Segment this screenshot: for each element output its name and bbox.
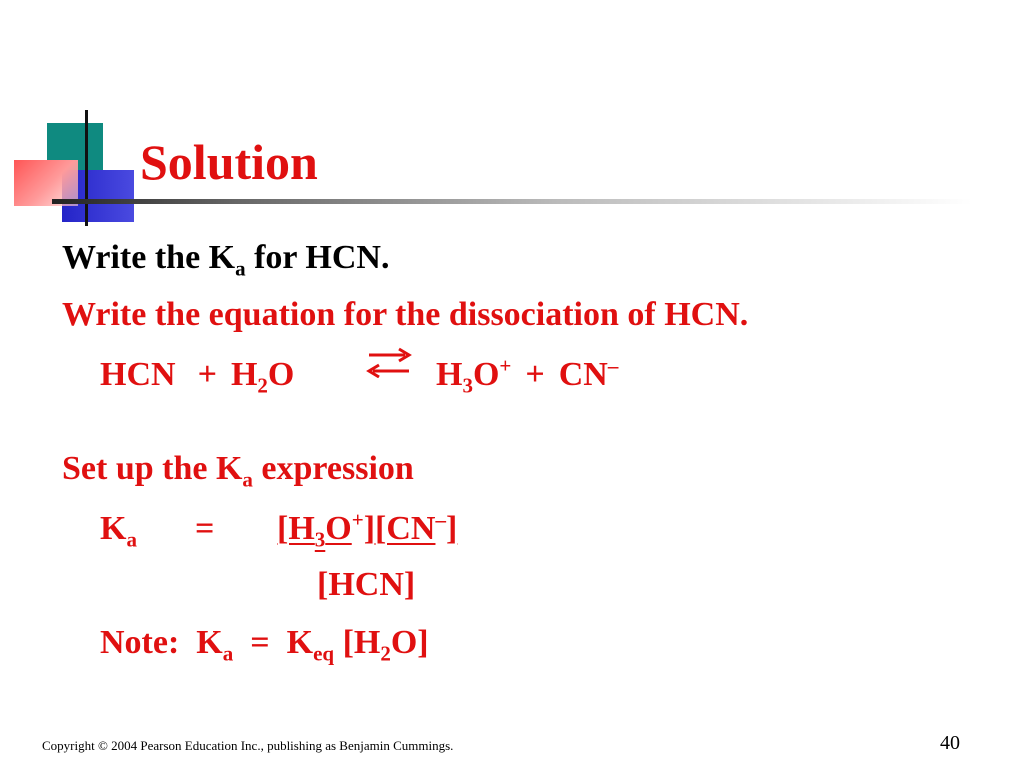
note-equals-keq: = K <box>233 624 314 661</box>
ka-subscript: a <box>235 256 246 281</box>
slide-title: Solution <box>140 134 318 190</box>
ka-subscript-2: a <box>242 467 253 492</box>
ka-equals: = <box>195 510 215 547</box>
h3o-tail: O <box>472 356 500 393</box>
numerator-subscript: 3 <box>314 527 326 552</box>
h3o-subscript: 3 <box>462 373 473 398</box>
page-number: 40 <box>940 732 960 754</box>
dissociation-equation-left <box>100 355 295 398</box>
h2o-formula: H <box>230 356 258 393</box>
numerator-charge-2: – <box>435 507 446 532</box>
note-line <box>100 623 429 666</box>
numerator-cn: ][CN <box>363 510 436 547</box>
h2o-subscript: 2 <box>257 373 268 398</box>
equilibrium-arrows-icon <box>365 346 413 378</box>
note-eq-subscript: eq <box>313 641 335 666</box>
plus-sign: + <box>197 356 217 393</box>
note-ka-subscript: a <box>222 641 234 666</box>
step-setup-ka-text: Set up the K <box>62 450 243 487</box>
step-write-ka-suffix: for HCN. <box>245 239 390 276</box>
h3o-formula: H <box>436 356 463 393</box>
note-h: [H <box>334 624 381 661</box>
step-setup-ka <box>62 449 414 492</box>
decor-vertical-line <box>85 110 88 226</box>
ka-expr-subscript: a <box>126 527 137 552</box>
dissociation-equation-right <box>436 353 619 398</box>
step-write-ka-text: Write the K <box>62 239 236 276</box>
note-label: Note: K <box>100 624 223 661</box>
note-o-close: O] <box>390 624 429 661</box>
step-write-equation: Write the equation for the dissociation of HCN. <box>62 296 749 333</box>
cn-charge: – <box>607 353 619 378</box>
h3o-charge: + <box>499 353 512 378</box>
numerator-o: O <box>325 510 352 547</box>
ka-numerator <box>277 507 458 552</box>
plus-sign-2: + <box>525 356 545 393</box>
step-write-ka <box>62 238 390 281</box>
numerator-h: [H <box>277 510 315 547</box>
step-setup-ka-suffix: expression <box>252 450 414 487</box>
title-underline-rule <box>52 199 972 204</box>
ka-symbol <box>100 509 137 552</box>
copyright-footer: Copyright © 2004 Pearson Education Inc., publishing as Benjamin Cummings. <box>42 738 454 753</box>
cn-formula: CN <box>558 356 608 393</box>
hcn-formula: HCN <box>100 356 176 393</box>
ka-k: K <box>100 510 127 547</box>
note-h2o-subscript: 2 <box>380 641 391 666</box>
ka-denominator: [HCN] <box>317 566 416 603</box>
numerator-close: ] <box>445 510 458 547</box>
h2o-tail: O <box>267 356 295 393</box>
numerator-charge: + <box>351 507 364 532</box>
